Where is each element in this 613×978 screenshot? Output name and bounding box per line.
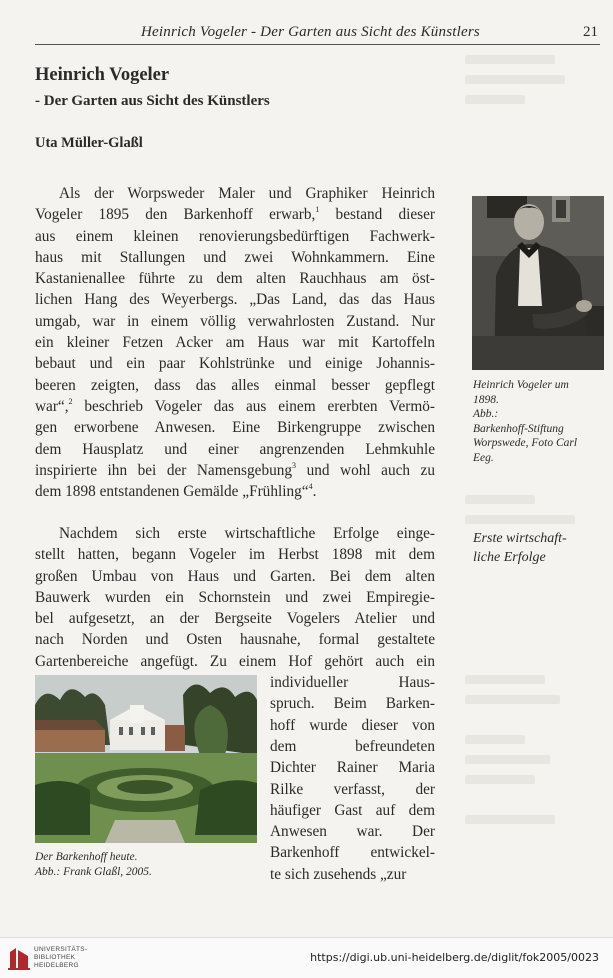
footnote-marker: 1 <box>315 205 320 215</box>
text-line: Vogeler 1895 den Barkenhoff erwarb,$^1$ bestand dieser <box>35 205 435 224</box>
text-line: nach Norden und Osten hausnahe, formal gestaltete <box>35 631 435 649</box>
text-line: großen Umbau von Haus und Garten. Bei dem alten <box>35 567 435 585</box>
text-line: haus mit Stallungen und zwei Wohnkammern. Eine <box>35 248 435 266</box>
figure-2-caption <box>35 850 152 880</box>
footnote-marker: 4 <box>308 482 313 492</box>
paragraph-2 <box>35 523 435 672</box>
caption-line: Der Barkenhoff heute. <box>35 851 138 863</box>
bleed-line <box>465 735 525 744</box>
page-number: 21 <box>583 24 598 40</box>
text-line: Dichter Rainer Maria <box>270 759 435 777</box>
margin-note-line: liche Erfolge <box>473 550 546 565</box>
text-line: Gartenbereiche angefügt. Zu einem Hof gehört auch ein <box>35 652 435 670</box>
university-library-logo-text[interactable] <box>34 946 87 970</box>
bleed-line <box>465 675 545 684</box>
text-line: bel aufgesetzt, an der Bergseite Vogelers Atelier und <box>35 610 435 628</box>
bleed-line <box>465 55 555 64</box>
article-title: Heinrich Vogeler <box>35 65 170 85</box>
university-library-logo-icon[interactable] <box>8 946 30 970</box>
text-line: lichen Hang des Weyerbergs. „Das Land, das das Haus <box>35 291 435 309</box>
barkenhoff-garden-photo <box>35 675 257 843</box>
text-line: dem 1898 entstandenen Gemälde „Frühling“$^4$. <box>35 482 317 501</box>
text-line: stellt hatten, begann Vogeler im Herbst 1898 mit dem <box>35 546 435 564</box>
text-line: Barkenhoff entwickel- <box>270 844 435 862</box>
text-line: war“,$^2$ beschrieb Vogeler das aus einem ererbten Vermö- <box>35 396 435 415</box>
margin-note-line: Erste wirtschaft- <box>473 531 567 546</box>
bleed-line <box>465 755 550 764</box>
text-line: Anwesen war. Der <box>270 823 435 841</box>
text-line: bebaut und ein paar Kohlstrünke und einige Johannis- <box>35 355 435 373</box>
text-line: spruch. Beim Barken- <box>270 695 435 713</box>
text-line: beeren zeigten, dass das alles einmal besser gepflegt <box>35 376 435 394</box>
footnote-marker: 2 <box>68 396 73 406</box>
text-line: individueller Haus- <box>270 674 435 691</box>
caption-line: Abb.: Frank Glaßl, 2005. <box>35 866 152 878</box>
text-line: Nachdem sich erste wirtschaftliche Erfolge einge- <box>59 525 435 542</box>
logo-line: UNIVERSITÄTS- <box>34 946 88 953</box>
bleed-line <box>465 775 535 784</box>
vogeler-portrait-photo <box>472 196 604 370</box>
caption-line: Barkenhoff-Stiftung <box>473 422 564 435</box>
margin-note <box>473 529 567 567</box>
bleed-line <box>465 815 555 824</box>
bleed-line <box>465 75 565 84</box>
figure-1-caption <box>473 378 603 465</box>
text-line: inspirierte ihn bei der Namensgebung$^3$ und wohl auch zu <box>35 460 435 479</box>
running-head <box>35 24 600 45</box>
bleed-line <box>465 495 535 504</box>
bleed-line <box>465 695 560 704</box>
text-line: dem befreundeten <box>270 737 435 755</box>
text-line: Kastanienallee führte zu dem alten Rauchhaus am öst- <box>35 270 435 288</box>
text-line: hoff wurde dieser von <box>270 716 435 734</box>
text-line: Rilke verfasst, der <box>270 780 435 798</box>
running-head-title: Heinrich Vogeler - Der Garten aus Sicht des Künstlers <box>141 24 480 40</box>
footnote-marker: 3 <box>292 460 297 470</box>
text-line: te sich zusehends „zur <box>270 865 407 883</box>
caption-line: 1898. <box>473 393 499 406</box>
caption-line: Worpswede, Foto Carl <box>473 437 578 449</box>
text-line: häufiger Gast auf dem <box>270 801 435 819</box>
text-line: umgab, war in einem völlig verwahrlosten Zustand. Nur <box>35 312 435 330</box>
bleed-line <box>465 515 575 524</box>
logo-line: BIBLIOTHEK <box>34 954 76 961</box>
text-line: dem Hausplatz und einer angrenzenden Lehmkuhle <box>35 440 435 458</box>
caption-line: Abb.: <box>473 408 499 420</box>
caption-line: Eeg. <box>473 451 494 464</box>
paragraph-1 <box>35 183 435 502</box>
text-line: Bauwerk wurden ein Schornstein und zwei Empiregie- <box>35 588 435 606</box>
text-line: gen erworbene Anwesen. Eine Birkengruppe zwischen <box>35 419 435 437</box>
bleed-line <box>465 95 525 104</box>
article-author: Uta Müller-Glaßl <box>35 135 143 151</box>
article-subtitle: - Der Garten aus Sicht des Künstlers <box>35 93 270 109</box>
text-line: aus einem kleinen renovierungsbedürftigen Fachwerk- <box>35 227 435 245</box>
permalink-url[interactable]: https://digi.ub.uni-heidelberg.de/diglit/fok2005/0023 <box>310 951 599 964</box>
text-line: ein kleiner Fetzen Acker am Haus war mit Kartoffeln <box>35 334 435 352</box>
bleed-through-text <box>465 55 613 935</box>
logo-line: HEIDELBERG <box>34 962 79 969</box>
text-line: Als der Worpsweder Maler und Graphiker Heinrich <box>59 185 435 202</box>
viewer-footer <box>0 937 613 978</box>
caption-line: Heinrich Vogeler um <box>473 379 569 391</box>
